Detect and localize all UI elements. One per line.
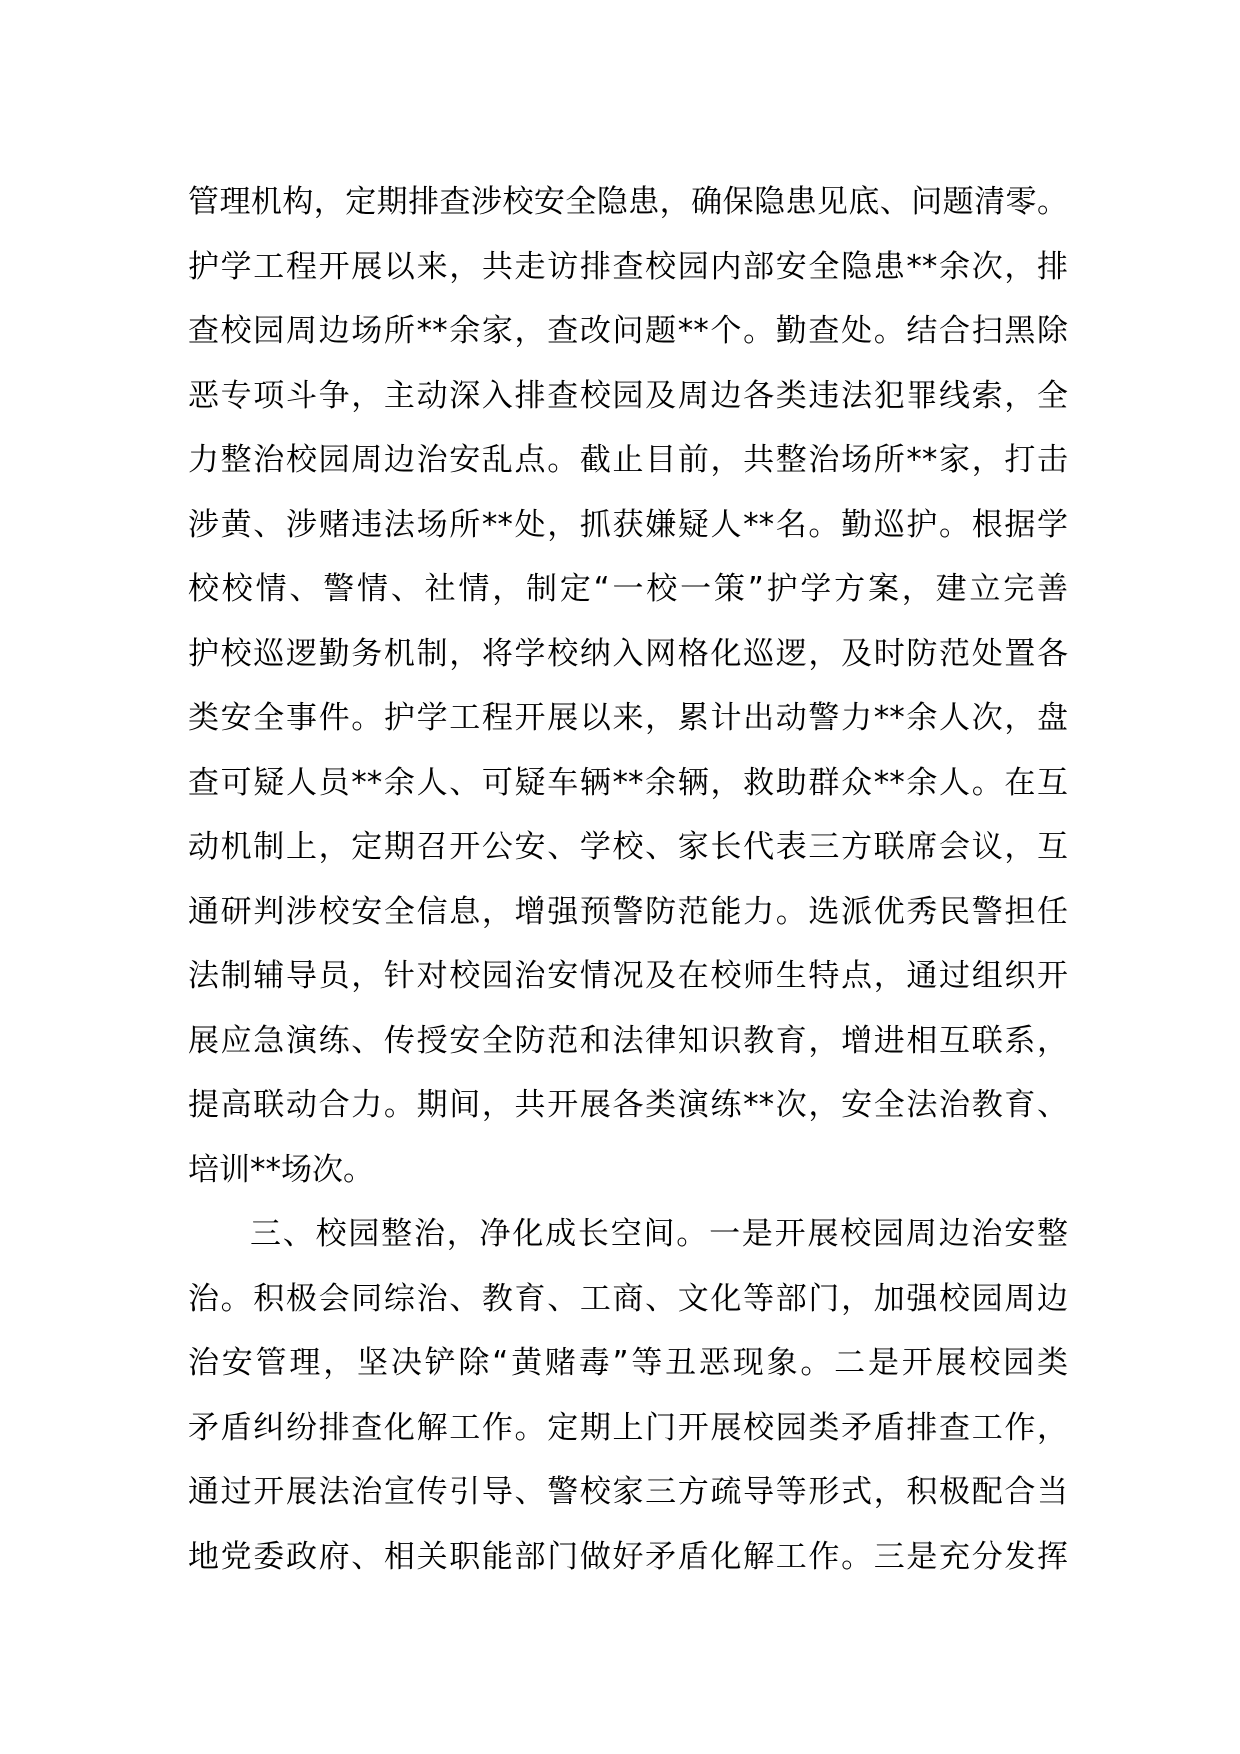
text-line: 护学工程开展以来，共走访排查校园内部安全隐患**余次，排 xyxy=(188,248,1068,285)
text-line: 法制辅导员，针对校园治安情况及在校师生特点，通过组织开 xyxy=(188,958,1068,994)
text-line: 管理机构，定期排查涉校安全隐患，确保隐患见底、问题清零。 xyxy=(188,184,1068,220)
text-line: 展应急演练、传授安全防范和法律知识教育，增进相互联系， xyxy=(188,1022,1068,1059)
text-line: 通过开展法治宣传引导、警校家三方疏导等形式，积极配合当 xyxy=(188,1474,1068,1510)
text-line: 治安管理，坚决铲除“黄赌毒”等丑恶现象。二是开展校园类 xyxy=(188,1345,1068,1381)
text-line: 通研判涉校安全信息，增强预警防范能力。选派优秀民警担任 xyxy=(188,893,1068,930)
text-line: 提高联动合力。期间，共开展各类演练**次，安全法治教育、 xyxy=(188,1087,1068,1123)
text-line: 矛盾纠纷排查化解工作。定期上门开展校园类矛盾排查工作， xyxy=(188,1409,1068,1446)
text-line: 动机制上，定期召开公安、学校、家长代表三方联席会议，互 xyxy=(188,829,1068,865)
text-line: 恶专项斗争，主动深入排查校园及周边各类违法犯罪线索，全 xyxy=(188,377,1068,414)
body-text xyxy=(188,170,1068,1589)
text-line: 护校巡逻勤务机制，将学校纳入网格化巡逻，及时防范处置各 xyxy=(188,635,1068,672)
text-line: 地党委政府、相关职能部门做好矛盾化解工作。三是充分发挥 xyxy=(188,1538,1068,1575)
text-line: 治。积极会同综治、教育、工商、文化等部门，加强校园周边 xyxy=(188,1280,1068,1317)
text-line: 涉黄、涉赌违法场所**处，抓获嫌疑人**名。勤巡护。根据学 xyxy=(188,506,1068,543)
text-line: 查校园周边场所**余家，查改问题**个。勤查处。结合扫黑除 xyxy=(188,313,1068,349)
text-line: 培训**场次。 xyxy=(188,1151,374,1188)
text-line: 类安全事件。护学工程开展以来，累计出动警力**余人次，盘 xyxy=(188,700,1068,736)
text-line: 力整治校园周边治安乱点。截止目前，共整治场所**家，打击 xyxy=(188,442,1068,478)
text-line: 查可疑人员**余人、可疑车辆**余辆，救助群众**余人。在互 xyxy=(188,764,1068,801)
text-line: 校校情、警情、社情，制定“一校一策”护学方案，建立完善 xyxy=(188,571,1068,607)
section-heading-line: 三、校园整治，净化成长空间。一是开展校园周边治安整 xyxy=(250,1216,1068,1252)
